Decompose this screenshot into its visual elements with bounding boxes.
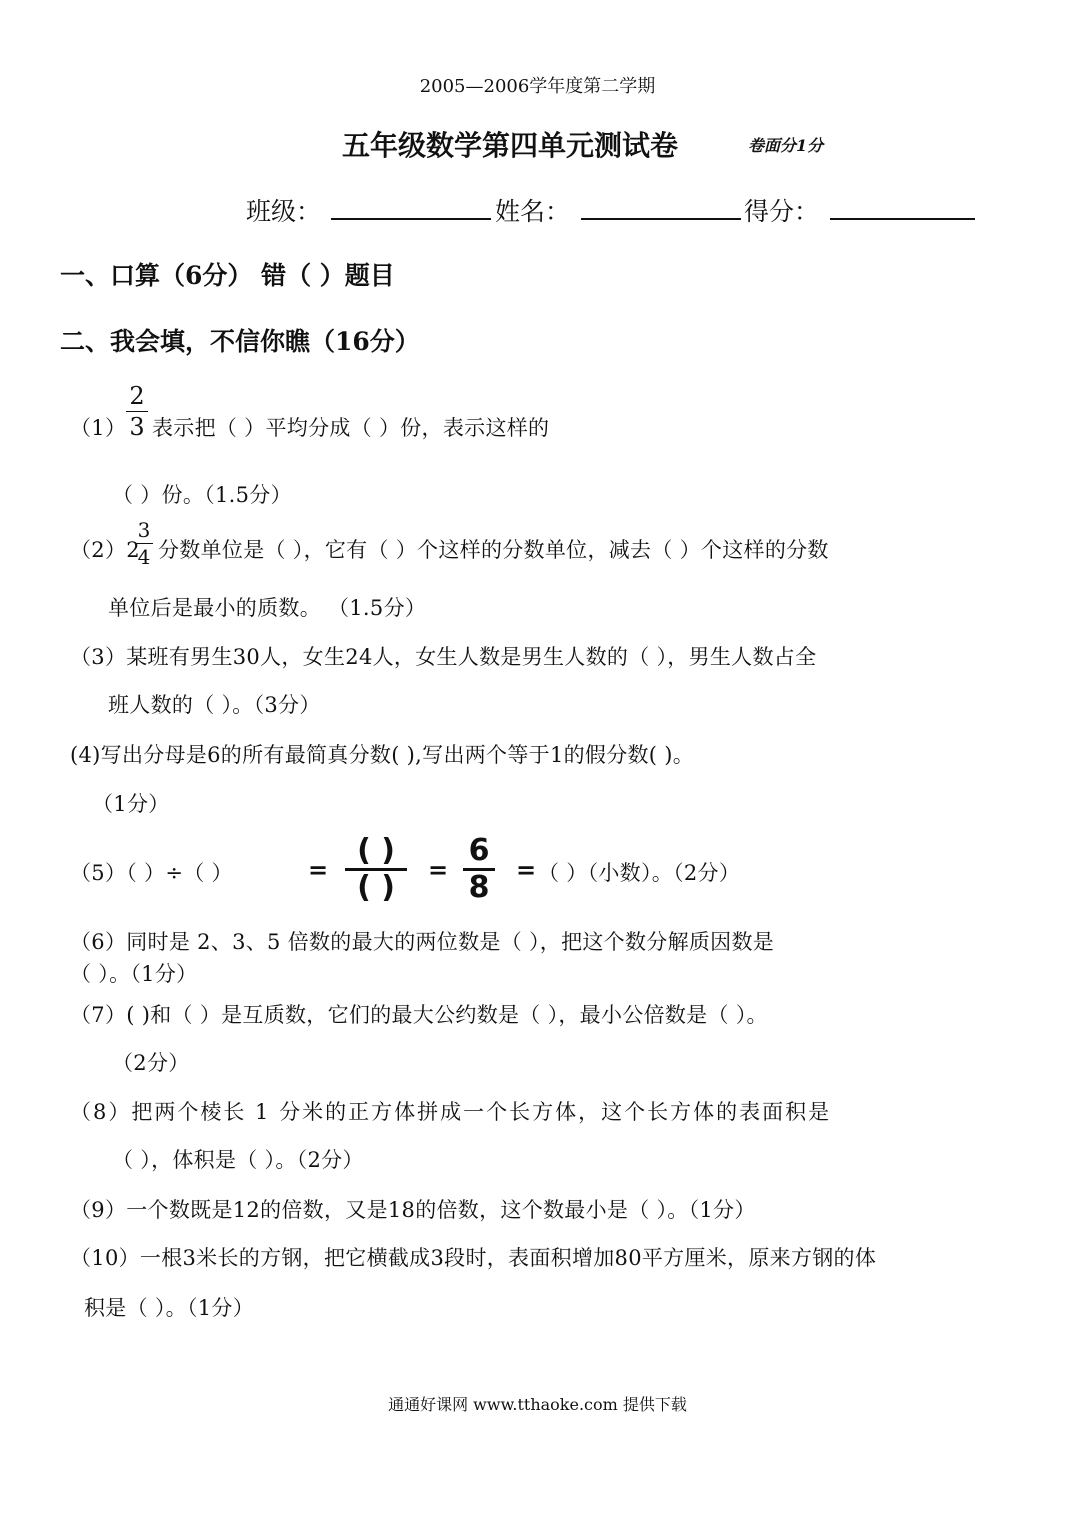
q5-equals-1: = bbox=[308, 856, 329, 884]
score-blank bbox=[830, 218, 975, 220]
footer-credit: 通通好课网 www.tthaoke.com 提供下载 bbox=[388, 1395, 687, 1414]
q7-line1: （7）( )和（ ）是互质数，它们的最大公约数是（ ），最小公倍数是（ ）。 bbox=[70, 1003, 768, 1027]
name-label: 姓名： bbox=[495, 197, 571, 226]
class-blank bbox=[331, 218, 491, 220]
q7-line2: （2分） bbox=[112, 1051, 190, 1075]
class-label: 班级： bbox=[246, 197, 322, 226]
q6-line2: （ ）。（1分） bbox=[70, 962, 198, 986]
section-2-heading: 二、我会填，不信你瞧（16分） bbox=[60, 327, 420, 356]
q4-line1: (4)写出分母是6的所有最简真分数( ),写出两个等于1的假分数( )。 bbox=[70, 743, 695, 767]
q8-line1: （8）把两个棱长 1 分米的正方体拼成一个长方体，这个长方体的表面积是 bbox=[70, 1100, 832, 1124]
q1-denominator: 3 bbox=[129, 413, 145, 441]
q10-line1: （10）一根3米长的方钢，把它横截成3段时，表面积增加80平方厘米，原来方钢的体 bbox=[70, 1246, 877, 1270]
q5-paren-denominator: ( ) bbox=[357, 870, 395, 905]
section-1-heading: 一、口算（6分） 错（ ）题目 bbox=[60, 261, 395, 290]
q5-prefix: （5）（ ）÷（ ） bbox=[70, 861, 233, 885]
neatness-note: 卷面分1分 bbox=[748, 136, 824, 155]
q8-line2: （ ），体积是（ ）。（2分） bbox=[112, 1148, 364, 1172]
q5-paren-numerator: ( ) bbox=[357, 833, 395, 868]
name-blank bbox=[581, 218, 741, 220]
q2-line2: 单位后是最小的质数。 （1.5分） bbox=[108, 596, 427, 620]
q5-fraction-6-8 bbox=[463, 833, 495, 905]
q3-line1: （3）某班有男生30人，女生24人，女生人数是男生人数的（ ），男生人数占全 bbox=[70, 645, 817, 669]
q2-fraction bbox=[135, 520, 153, 567]
q1-line2: （ ）份。（1.5分） bbox=[112, 483, 292, 507]
q1-fraction bbox=[126, 384, 148, 439]
score-label: 得分： bbox=[744, 197, 820, 226]
q5-equals-2: = bbox=[428, 856, 449, 884]
q10-line2: 积是（ ）。（1分） bbox=[84, 1296, 255, 1320]
q5-denominator: 8 bbox=[468, 870, 490, 905]
page-title: 五年级数学第四单元测试卷 bbox=[342, 129, 679, 162]
fraction-bar bbox=[126, 411, 148, 412]
q3-line2: 班人数的（ ）。（3分） bbox=[108, 693, 321, 717]
q1-numerator: 2 bbox=[129, 382, 145, 410]
school-year: 2005—2006学年度第二学期 bbox=[419, 76, 656, 97]
q6-line1: （6）同时是 2、3、5 倍数的最大的两位数是（ ），把这个数分解质因数是 bbox=[70, 930, 775, 954]
q4-line2: （1分） bbox=[92, 792, 170, 816]
q9-line1: （9）一个数既是12的倍数，又是18的倍数，这个数最小是（ ）。（1分） bbox=[70, 1198, 756, 1222]
q1-text: 表示把（ ）平均分成（ ）份，表示这样的 bbox=[152, 416, 550, 440]
q5-equals-3: = bbox=[516, 856, 537, 884]
fraction-bar bbox=[135, 543, 153, 544]
q2-denominator: 4 bbox=[137, 545, 151, 569]
q5-numerator: 6 bbox=[468, 833, 490, 868]
q1-prefix: （1） bbox=[70, 416, 127, 440]
q2-numerator: 3 bbox=[137, 518, 151, 542]
q5-paren-fraction bbox=[345, 833, 407, 905]
q5-suffix: （ ）（小数）。（2分） bbox=[538, 861, 741, 885]
q2-text: 分数单位是（ ），它有（ ）个这样的分数单位，减去（ ）个这样的分数 bbox=[158, 538, 829, 562]
q2-prefix: （2）2 bbox=[70, 538, 140, 562]
